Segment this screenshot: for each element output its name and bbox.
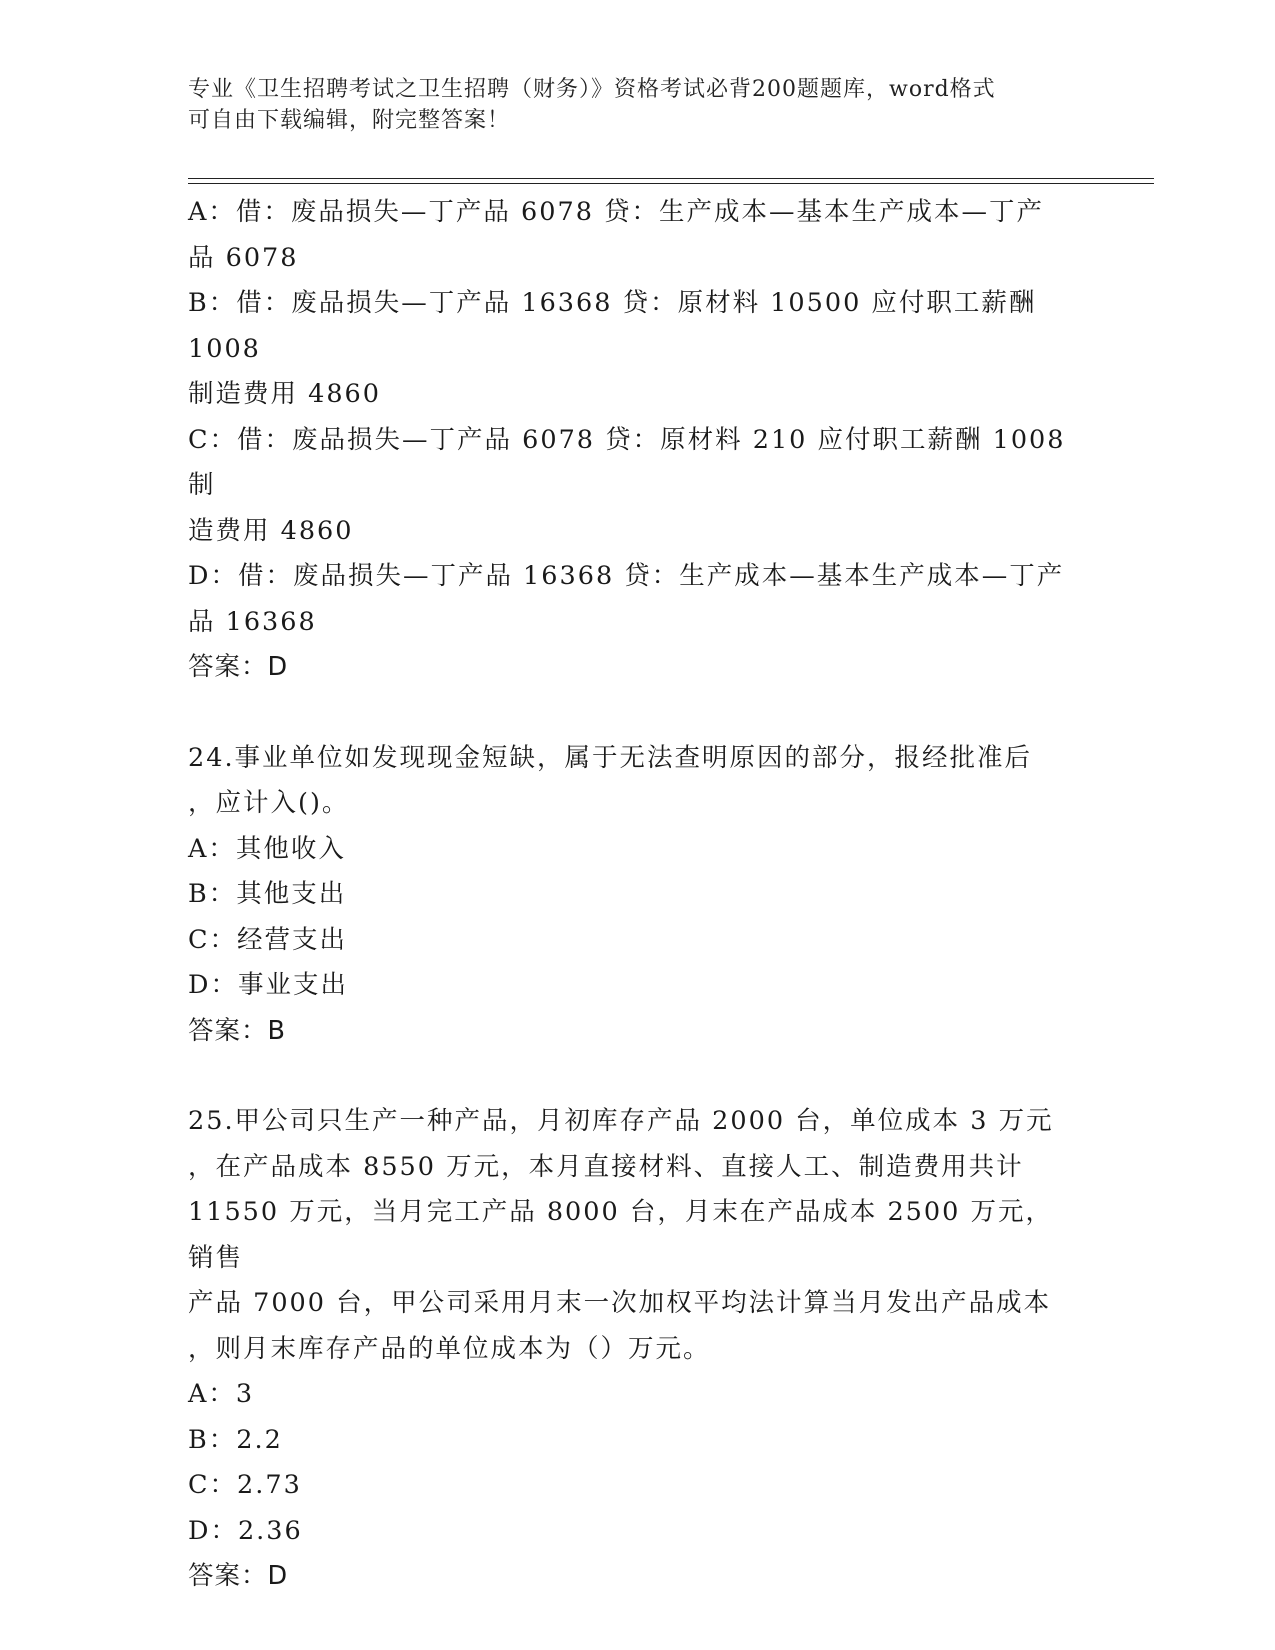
question-stem-line: 25.甲公司只生产一种产品，月初库存产品 2000 台，单位成本 3 万元: [188, 1106, 1054, 1136]
question-25: [188, 1099, 1078, 1600]
answer: 答案：B: [188, 1015, 286, 1046]
option-c: C：经营支出: [188, 924, 348, 955]
question-stem-line: 24.事业单位如发现现金短缺，属于无法查明原因的部分，报经批准后: [188, 742, 1033, 773]
option-c-line-1: C：借：废品损失—丁产品 6078 贷：原材料 210 应付职工薪酬 1008 制: [188, 424, 1076, 500]
document-header: [188, 74, 1088, 136]
option-d: D：事业支出: [188, 970, 348, 1000]
question-stem-line: 11550 万元，当月完工产品 8000 台，月末在产品成本 2500 万元，销售: [188, 1197, 1053, 1273]
question-stem-line: 产品 7000 台，甲公司采用月末一次加权平均法计算当月发出产品成本: [188, 1288, 1052, 1318]
option-b: B：2.2: [188, 1424, 283, 1455]
option-d-line-2: 品 16368: [188, 606, 317, 637]
option-c-line-2: 造费用 4860: [188, 515, 354, 546]
option-a-line-1: A：借：废品损失—丁产品 6078 贷：生产成本—基本生产成本—丁产: [188, 197, 1045, 227]
header-rule-top: [188, 178, 1154, 179]
option-b: B：其他支出: [188, 879, 347, 909]
option-a-line-2: 品 6078: [188, 242, 299, 273]
option-a: A：3: [188, 1379, 255, 1409]
option-a: A：其他收入: [188, 833, 346, 864]
spacer: [188, 691, 1078, 736]
question-stem-line: ，在产品成本 8550 万元，本月直接材料、直接人工、制造费用共计: [188, 1151, 1024, 1182]
header-line-2: 可自由下载编辑，附完整答案！: [188, 108, 511, 133]
answer: 答案：D: [188, 1561, 289, 1591]
header-rule-bottom: [188, 183, 1154, 184]
option-c: C：2.73: [188, 1470, 302, 1500]
question-content: [188, 190, 1078, 1600]
option-b-line-2: 制造费用 4860: [188, 379, 382, 409]
option-b-line-1: B：借：废品损失—丁产品 16368 贷：原材料 10500 应付职工薪酬 1008: [188, 288, 1047, 364]
question-23-options: [188, 190, 1078, 691]
question-24: [188, 736, 1078, 1055]
header-line-1: 专业《卫生招聘考试之卫生招聘（财务）》资格考试必背200题题库，word格式: [188, 77, 996, 102]
option-d: D：2.36: [188, 1515, 303, 1546]
option-d-line-1: D：借：废品损失—丁产品 16368 贷：生产成本—基本生产成本—丁产: [188, 561, 1065, 591]
question-stem-line: ，应计入()。: [188, 788, 350, 818]
spacer: [188, 1054, 1078, 1099]
answer: 答案：D: [188, 652, 289, 682]
question-stem-line: ，则月末库存产品的单位成本为（）万元。: [188, 1333, 711, 1364]
